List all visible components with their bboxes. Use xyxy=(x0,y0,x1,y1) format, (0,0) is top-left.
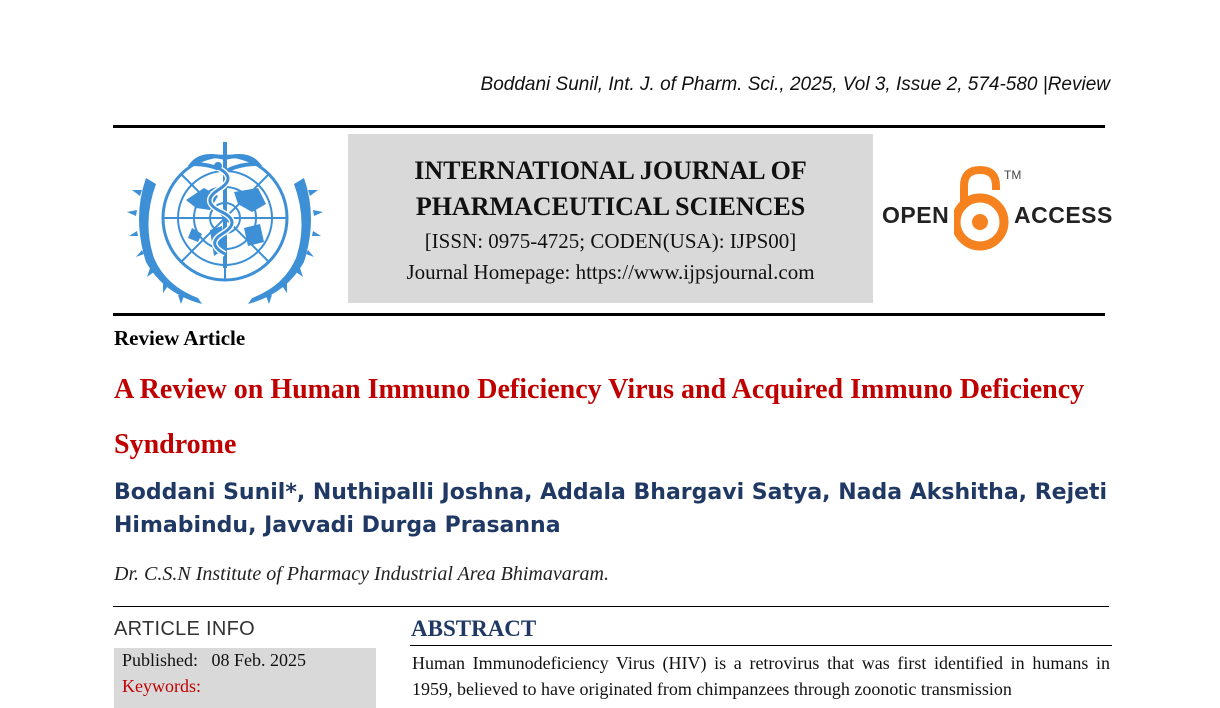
running-header-citation: Boddani Sunil, Int. J. of Pharm. Sci., 2025, Vol 3, Issue 2, 574-580 |Review xyxy=(480,74,1110,95)
abstract-text: Human Immunodeficiency Virus (HIV) is a retrovirus that was first identified in humans in 1959, believed to have originated from chimpanzees through zoonotic transmission xyxy=(412,653,1110,699)
open-access-logo xyxy=(880,166,1113,252)
open-access-lock-icon xyxy=(954,166,1010,252)
abstract-heading: ABSTRACT xyxy=(411,616,537,641)
header-top-rule xyxy=(113,125,1105,128)
keywords-label: Keywords: xyxy=(122,676,201,696)
article-authors: Boddani Sunil*, Nuthipalli Joshna, Addala Bhargavi Satya, Nada Akshitha, Rejeti Himabindu, Javvadi Durga Prasanna xyxy=(114,480,1108,538)
article-title: A Review on Human Immuno Deficiency Virus and Acquired Immuno Deficiency Syndrome xyxy=(114,374,1085,460)
abstract-rule xyxy=(410,645,1112,646)
published-date: 08 Feb. 2025 xyxy=(211,650,307,670)
article-info-heading: ARTICLE INFO xyxy=(114,618,256,640)
open-access-open-text: OPEN xyxy=(882,202,950,228)
journal-homepage: Journal Homepage: https://www.ijpsjournal.com xyxy=(406,260,815,284)
author-affiliation: Dr. C.S.N Institute of Pharmacy Industrial Area Bhimavaram. xyxy=(114,563,609,585)
article-type: Review Article xyxy=(114,326,246,350)
open-access-access-text: ACCESS xyxy=(1014,202,1113,228)
article-info-box xyxy=(114,648,376,708)
journal-name-line2: PHARMACEUTICAL SCIENCES xyxy=(415,192,806,221)
section-divider xyxy=(113,606,1109,607)
header-bottom-rule xyxy=(113,313,1105,316)
caduceus-globe-emblem-icon xyxy=(126,138,324,306)
trademark-mark: TM xyxy=(1004,168,1022,182)
journal-name-line1: INTERNATIONAL JOURNAL OF xyxy=(414,156,807,185)
journal-issn: [ISSN: 0975-4725; CODEN(USA): IJPS00] xyxy=(424,229,797,253)
published-label: Published: xyxy=(122,650,199,670)
published-line xyxy=(122,650,306,671)
journal-masthead xyxy=(348,134,873,303)
